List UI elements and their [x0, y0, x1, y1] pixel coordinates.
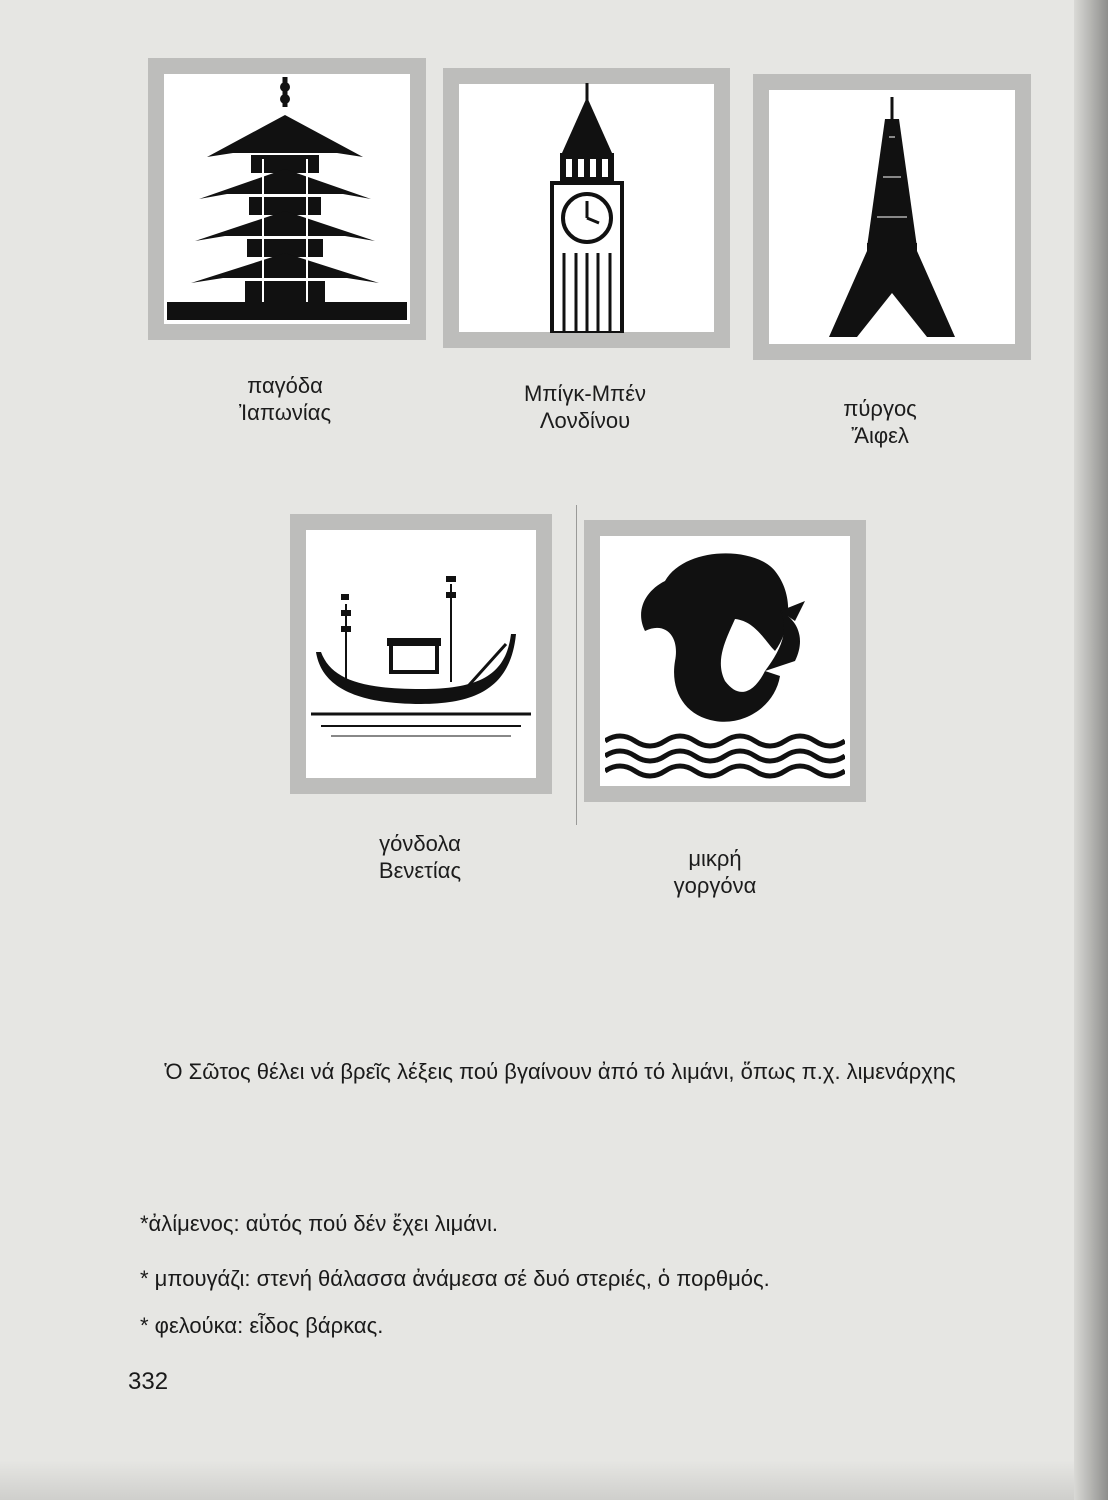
big-ben-frame: [443, 68, 730, 348]
eiffel-frame: [753, 74, 1031, 360]
caption-mermaid-line2: γοργόνα: [673, 873, 757, 898]
footnote-alimenos: *ἀλίμενος: αὐτός πού δέν ἔχει λιμάνι.: [140, 1211, 498, 1236]
gondola-icon: [311, 564, 531, 744]
caption-pagoda-line1: παγόδα: [247, 373, 323, 398]
footnote-bougazi: * μπουγάζι: στενή θάλασσα ἀνάμεσα σέ δυό στεριές, ὁ πορθμός.: [140, 1266, 770, 1291]
caption-gondola-line2: Βενετίας: [378, 858, 462, 883]
caption-gondola-line1: γόνδολα: [379, 831, 461, 856]
footnote-felouka: * φελούκα: εἶδος βάρκας.: [140, 1313, 384, 1338]
caption-pagoda-line2: Ἰαπωνίας: [238, 400, 332, 425]
caption-big-ben-line2: Λονδίνου: [539, 408, 631, 433]
caption-gondola: [345, 830, 495, 884]
page-bottom-shadow: [0, 1460, 1108, 1500]
column-divider: [576, 505, 577, 825]
caption-eiffel: [810, 395, 950, 449]
eiffel-tower-icon: [827, 97, 957, 337]
caption-eiffel-line2: Ἄιφελ: [851, 423, 909, 448]
clock-tower-icon: [532, 83, 642, 333]
mermaid-frame: [584, 520, 866, 802]
gondola-frame: [290, 514, 552, 794]
caption-big-ben-line1: Μπίγκ-Μπέν: [523, 381, 647, 406]
caption-mermaid-line1: μικρή: [688, 846, 742, 871]
page-edge-shadow: [1074, 0, 1108, 1500]
caption-big-ben: [490, 380, 680, 434]
caption-eiffel-line1: πύργος: [843, 396, 917, 421]
pagoda-icon: [167, 77, 407, 322]
pagoda-frame: [148, 58, 426, 340]
caption-pagoda: [200, 372, 370, 426]
instruction-text: Ὁ Σῶτος θέλει νά βρεῖς λέξεις πού βγαίνουν ἀπό τό λιμάνι, ὅπως π.χ. λιμενάρχης: [164, 1059, 956, 1084]
mermaid-icon: [605, 541, 845, 781]
page-number: 332: [128, 1368, 169, 1395]
caption-mermaid: [640, 845, 790, 899]
